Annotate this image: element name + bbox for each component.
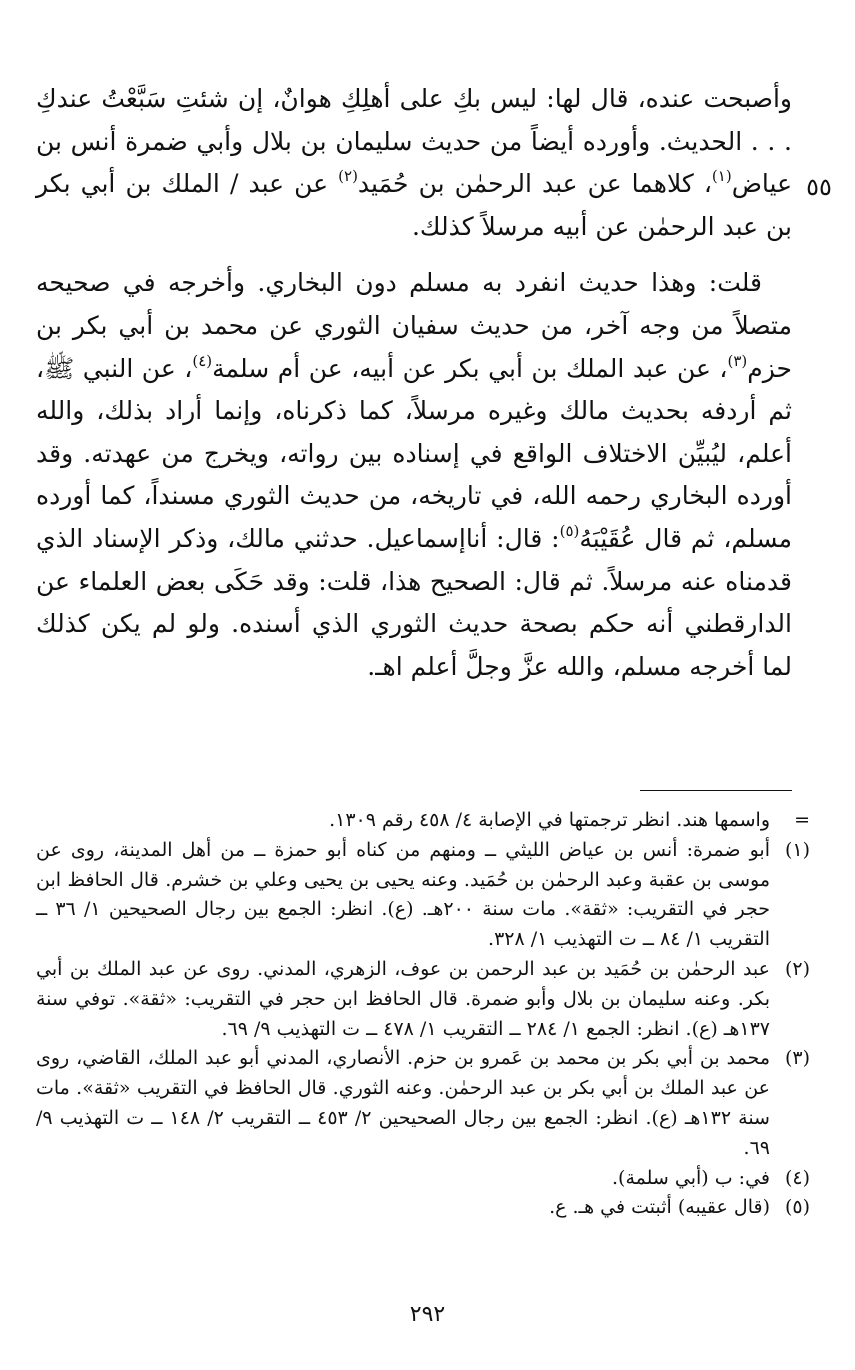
footnote-text: (قال عقيبه) أثبتت في هـ. ع. (549, 1196, 770, 1219)
footnote-text: واسمها هند. انظر ترجمتها في الإصابة ٤/ ٤٥٨ رقم ١٣٠٩. (329, 809, 770, 831)
footnote-divider (640, 790, 792, 791)
footnote-text: أبو ضمرة: أنس بن عياض الليثي ــ ومنهم من كناه أبو حمزة ــ من أهل المدينة، روى عن موسى بن عقبة وعبد الرحمٰن بن حُمَيد. وعنه يحيى بن يحيى وعلي بن خشرم. قال الحافظ ابن حجر في التقريب: «ثقة». مات سنة ٢٠٠هـ. (ع). انظر: الجمع بين رجال الصحيحين ١/ ٣٦ ــ التقريب ١/ ٨٤ ــ ت التهذيب ١/ ٣٢٨. (36, 838, 770, 951)
footnote-number: (١) (784, 838, 810, 861)
footnote-continuation (36, 806, 810, 836)
footnote-1 (36, 836, 810, 955)
footnote-number: (٣) (784, 1047, 810, 1070)
paragraph-2-part-1: قلت: وهذا حديث انفرد به مسلم دون البخاري. وأخرجه في صحيحه متصلاً من وجه آخر، من حديث سفيان الثوري عن محمد بن أبي بكر بن حزم (36, 268, 792, 383)
footnote-3 (36, 1044, 810, 1163)
footnote-ref-3: (٣) (727, 351, 748, 370)
paragraph-1-part-1: وأصبحت عنده، قال لها: ليس بكِ على أهلِكِ هوانٌ، إن شئتِ سَبَّعْتُ عندكِ . . . الحديث. وأورده أيضاً من حديث سليمان بن بلال وأبي ضمرة أنس بن عياض (36, 84, 792, 199)
paragraph-1-part-2: ، كلاهما عن عبد الرحمٰن بن حُمَيد (357, 169, 712, 199)
main-text (36, 78, 792, 688)
margin-line-number: ٥٥ (806, 173, 832, 201)
page-number: ٢٩٢ (409, 1302, 446, 1327)
paragraph-2 (36, 262, 792, 688)
footnote-ref-1: (١) (711, 167, 732, 186)
footnote-number: (٢) (784, 957, 810, 980)
footnote-number: (٤) (784, 1166, 810, 1189)
footnote-ref-2: (٢) (338, 167, 358, 186)
footnotes (36, 806, 810, 1223)
footnote-ref-4: (٤) (192, 351, 213, 370)
paragraph-2-part-3: ، عن النبي ﷺ، ثم أردفه بحديث مالك وغيره مرسلاً، كما ذكرناه، وإنما أراد بذلك، والله أعلم، ليُبيِّن الاختلاف الواقع في إسناده بين رواته، ويخرج من عهدته. وقد أورده البخاري رحمه الله، في تاريخه، من حديث الثوري مسنداً، كما أورده مسلم، ثم قال عُقَيْبَهُ (36, 353, 793, 553)
paragraph-2-part-4: : قال: أناإسماعيل. حدثني مالك، وذكر الإسناد الذي قدمناه عنه مرسلاً. ثم قال: الصحيح هذا، قلت: وقد حَكَى بعض العلماء عن الدارقطني أنه حكم بصحة حديث الثوري الذي أسنده. ولو لم يكن كذلك لما أخرجه مسلم، والله عزَّ وجلَّ أعلم اهـ. (36, 523, 793, 681)
paragraph-1 (36, 78, 792, 248)
footnote-5 (36, 1193, 810, 1223)
footnote-text: عبد الرحمٰن بن حُمَيد بن عبد الرحمن بن عوف، الزهري، المدني. روى عن عبد الملك بن أبي بكر. وعنه سليمان بن بلال وأبو ضمرة. قال الحافظ ابن حجر في التقريب: «ثقة». توفي سنة ١٣٧هـ (ع). انظر: الجمع ١/ ٢٨٤ ــ التقريب ١/ ٤٧٨ ــ ت التهذيب ٩/ ٦٩. (36, 957, 770, 1040)
footnote-marker: = (794, 809, 810, 831)
footnote-number: (٥) (784, 1196, 810, 1219)
footnote-ref-5: (٥) (559, 521, 580, 540)
footnote-text: في: ب (أبي سلمة). (612, 1166, 770, 1189)
footnote-text: محمد بن أبي بكر بن محمد بن عَمرو بن حزم. الأنصاري، المدني أبو عبد الملك، القاضي، روى عن عبد الملك بن أبي بكر بن عبد الرحمٰن. وعنه الثوري. قال الحافظ في التقريب «ثقة». مات سنة ١٣٢هـ (ع). انظر: الجمع بين رجال الصحيحين ٢/ ٤٥٣ ــ التقريب ٢/ ١٤٨ ــ ت التهذيب ٩/ ٦٩. (36, 1047, 770, 1159)
paragraph-1-part-3: عن عبد / الملك بن أبي بكر بن عبد الرحمٰن عن أبيه مرسلاً كذلك. (36, 169, 792, 241)
footnote-2 (36, 955, 810, 1044)
footnote-4 (36, 1164, 810, 1194)
paragraph-2-part-2: ، عن عبد الملك بن أبي بكر عن أبيه، عن أم سلمة (212, 353, 728, 383)
